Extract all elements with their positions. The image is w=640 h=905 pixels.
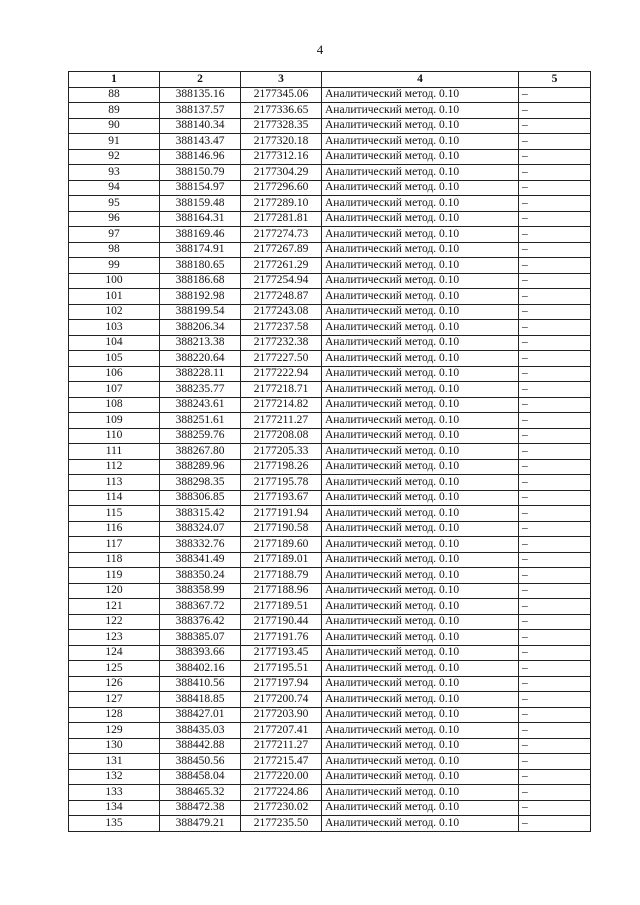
note-cell: – — [519, 800, 591, 816]
point-number-cell: 124 — [69, 645, 160, 661]
note-cell: – — [519, 676, 591, 692]
point-number-cell: 91 — [69, 134, 160, 150]
table-row — [69, 769, 591, 785]
x-coordinate-cell: 388159.48 — [160, 196, 241, 212]
x-coordinate-cell: 388143.47 — [160, 134, 241, 150]
point-number-cell: 109 — [69, 413, 160, 429]
x-coordinate-cell: 388402.16 — [160, 661, 241, 677]
method-cell: Аналитический метод. 0.10 — [322, 242, 519, 258]
point-number-cell: 108 — [69, 397, 160, 413]
point-number-cell: 126 — [69, 676, 160, 692]
method-cell: Аналитический метод. 0.10 — [322, 816, 519, 832]
point-number-cell: 97 — [69, 227, 160, 243]
point-number-cell: 130 — [69, 738, 160, 754]
point-number-cell: 112 — [69, 459, 160, 475]
point-number-cell: 93 — [69, 165, 160, 181]
point-number-cell: 127 — [69, 692, 160, 708]
table-row — [69, 227, 591, 243]
point-number-cell: 105 — [69, 351, 160, 367]
method-cell: Аналитический метод. 0.10 — [322, 568, 519, 584]
table-row — [69, 397, 591, 413]
table-row — [69, 242, 591, 258]
y-coordinate-cell: 2177218.71 — [241, 382, 322, 398]
x-coordinate-cell: 388251.61 — [160, 413, 241, 429]
note-cell: – — [519, 785, 591, 801]
point-number-cell: 134 — [69, 800, 160, 816]
method-cell: Аналитический метод. 0.10 — [322, 537, 519, 553]
x-coordinate-cell: 388418.85 — [160, 692, 241, 708]
note-cell: – — [519, 134, 591, 150]
y-coordinate-cell: 2177235.50 — [241, 816, 322, 832]
note-cell: – — [519, 754, 591, 770]
table-row — [69, 304, 591, 320]
point-number-cell: 89 — [69, 103, 160, 119]
x-coordinate-cell: 388324.07 — [160, 521, 241, 537]
y-coordinate-cell: 2177203.90 — [241, 707, 322, 723]
point-number-cell: 132 — [69, 769, 160, 785]
table-row — [69, 506, 591, 522]
point-number-cell: 115 — [69, 506, 160, 522]
x-coordinate-cell: 388137.57 — [160, 103, 241, 119]
method-cell: Аналитический метод. 0.10 — [322, 413, 519, 429]
note-cell: – — [519, 103, 591, 119]
y-coordinate-cell: 2177232.38 — [241, 335, 322, 351]
y-coordinate-cell: 2177205.33 — [241, 444, 322, 460]
point-number-cell: 106 — [69, 366, 160, 382]
method-cell: Аналитический метод. 0.10 — [322, 676, 519, 692]
y-coordinate-cell: 2177198.26 — [241, 459, 322, 475]
table-row — [69, 196, 591, 212]
note-cell: – — [519, 413, 591, 429]
method-cell: Аналитический метод. 0.10 — [322, 211, 519, 227]
table-row — [69, 366, 591, 382]
x-coordinate-cell: 388442.88 — [160, 738, 241, 754]
note-cell: – — [519, 180, 591, 196]
point-number-cell: 110 — [69, 428, 160, 444]
note-cell: – — [519, 552, 591, 568]
y-coordinate-cell: 2177197.94 — [241, 676, 322, 692]
note-cell: – — [519, 335, 591, 351]
note-cell: – — [519, 242, 591, 258]
method-cell: Аналитический метод. 0.10 — [322, 738, 519, 754]
x-coordinate-cell: 388228.11 — [160, 366, 241, 382]
x-coordinate-cell: 388180.65 — [160, 258, 241, 274]
y-coordinate-cell: 2177261.29 — [241, 258, 322, 274]
table-row — [69, 87, 591, 103]
y-coordinate-cell: 2177281.81 — [241, 211, 322, 227]
note-cell: – — [519, 568, 591, 584]
table-row — [69, 568, 591, 584]
note-cell: – — [519, 258, 591, 274]
table-row — [69, 754, 591, 770]
method-cell: Аналитический метод. 0.10 — [322, 196, 519, 212]
x-coordinate-cell: 388427.01 — [160, 707, 241, 723]
note-cell: – — [519, 459, 591, 475]
x-coordinate-cell: 388385.07 — [160, 630, 241, 646]
table-row — [69, 444, 591, 460]
method-cell: Аналитический метод. 0.10 — [322, 552, 519, 568]
table-row — [69, 118, 591, 134]
point-number-cell: 111 — [69, 444, 160, 460]
note-cell: – — [519, 87, 591, 103]
table-row — [69, 180, 591, 196]
method-cell: Аналитический метод. 0.10 — [322, 289, 519, 305]
note-cell: – — [519, 630, 591, 646]
table-row — [69, 134, 591, 150]
table-row — [69, 103, 591, 119]
method-cell: Аналитический метод. 0.10 — [322, 258, 519, 274]
table-header-row — [69, 72, 591, 88]
x-coordinate-cell: 388186.68 — [160, 273, 241, 289]
note-cell: – — [519, 382, 591, 398]
y-coordinate-cell: 2177274.73 — [241, 227, 322, 243]
note-cell: – — [519, 304, 591, 320]
point-number-cell: 88 — [69, 87, 160, 103]
table-row — [69, 692, 591, 708]
method-cell: Аналитический метод. 0.10 — [322, 444, 519, 460]
note-cell: – — [519, 599, 591, 615]
table-row — [69, 537, 591, 553]
table-row — [69, 599, 591, 615]
point-number-cell: 103 — [69, 320, 160, 336]
method-cell: Аналитический метод. 0.10 — [322, 506, 519, 522]
method-cell: Аналитический метод. 0.10 — [322, 227, 519, 243]
x-coordinate-cell: 388332.76 — [160, 537, 241, 553]
point-number-cell: 123 — [69, 630, 160, 646]
table-row — [69, 490, 591, 506]
x-coordinate-cell: 388164.31 — [160, 211, 241, 227]
x-coordinate-cell: 388298.35 — [160, 475, 241, 491]
y-coordinate-cell: 2177188.79 — [241, 568, 322, 584]
note-cell: – — [519, 227, 591, 243]
y-coordinate-cell: 2177208.08 — [241, 428, 322, 444]
x-coordinate-cell: 388450.56 — [160, 754, 241, 770]
table-row — [69, 335, 591, 351]
point-number-cell: 120 — [69, 583, 160, 599]
table-row — [69, 149, 591, 165]
x-coordinate-cell: 388367.72 — [160, 599, 241, 615]
y-coordinate-cell: 2177220.00 — [241, 769, 322, 785]
column-header-1: 1 — [69, 72, 160, 88]
point-number-cell: 92 — [69, 149, 160, 165]
x-coordinate-cell: 388199.54 — [160, 304, 241, 320]
method-cell: Аналитический метод. 0.10 — [322, 273, 519, 289]
method-cell: Аналитический метод. 0.10 — [322, 149, 519, 165]
y-coordinate-cell: 2177214.82 — [241, 397, 322, 413]
y-coordinate-cell: 2177248.87 — [241, 289, 322, 305]
column-header-2: 2 — [160, 72, 241, 88]
x-coordinate-cell: 388289.96 — [160, 459, 241, 475]
y-coordinate-cell: 2177230.02 — [241, 800, 322, 816]
method-cell: Аналитический метод. 0.10 — [322, 521, 519, 537]
table-row — [69, 382, 591, 398]
point-number-cell: 119 — [69, 568, 160, 584]
method-cell: Аналитический метод. 0.10 — [322, 366, 519, 382]
coordinates-table — [68, 71, 591, 832]
y-coordinate-cell: 2177188.96 — [241, 583, 322, 599]
point-number-cell: 116 — [69, 521, 160, 537]
x-coordinate-cell: 388465.32 — [160, 785, 241, 801]
y-coordinate-cell: 2177190.58 — [241, 521, 322, 537]
x-coordinate-cell: 388350.24 — [160, 568, 241, 584]
x-coordinate-cell: 388458.04 — [160, 769, 241, 785]
method-cell: Аналитический метод. 0.10 — [322, 103, 519, 119]
note-cell: – — [519, 397, 591, 413]
column-header-5: 5 — [519, 72, 591, 88]
table-row — [69, 645, 591, 661]
y-coordinate-cell: 2177215.47 — [241, 754, 322, 770]
y-coordinate-cell: 2177189.01 — [241, 552, 322, 568]
y-coordinate-cell: 2177243.08 — [241, 304, 322, 320]
method-cell: Аналитический метод. 0.10 — [322, 459, 519, 475]
x-coordinate-cell: 388235.77 — [160, 382, 241, 398]
x-coordinate-cell: 388393.66 — [160, 645, 241, 661]
note-cell: – — [519, 738, 591, 754]
note-cell: – — [519, 692, 591, 708]
note-cell: – — [519, 521, 591, 537]
table-row — [69, 258, 591, 274]
table-row — [69, 816, 591, 832]
y-coordinate-cell: 2177320.18 — [241, 134, 322, 150]
method-cell: Аналитический метод. 0.10 — [322, 800, 519, 816]
x-coordinate-cell: 388259.76 — [160, 428, 241, 444]
table-row — [69, 165, 591, 181]
note-cell: – — [519, 273, 591, 289]
x-coordinate-cell: 388220.64 — [160, 351, 241, 367]
method-cell: Аналитический метод. 0.10 — [322, 769, 519, 785]
point-number-cell: 113 — [69, 475, 160, 491]
table-row — [69, 630, 591, 646]
table-body — [69, 87, 591, 831]
y-coordinate-cell: 2177328.35 — [241, 118, 322, 134]
method-cell: Аналитический метод. 0.10 — [322, 490, 519, 506]
y-coordinate-cell: 2177222.94 — [241, 366, 322, 382]
note-cell: – — [519, 661, 591, 677]
method-cell: Аналитический метод. 0.10 — [322, 165, 519, 181]
table-row — [69, 614, 591, 630]
note-cell: – — [519, 149, 591, 165]
x-coordinate-cell: 388135.16 — [160, 87, 241, 103]
table-row — [69, 676, 591, 692]
y-coordinate-cell: 2177193.67 — [241, 490, 322, 506]
table-row — [69, 583, 591, 599]
method-cell: Аналитический метод. 0.10 — [322, 320, 519, 336]
x-coordinate-cell: 388410.56 — [160, 676, 241, 692]
method-cell: Аналитический метод. 0.10 — [322, 304, 519, 320]
note-cell: – — [519, 444, 591, 460]
y-coordinate-cell: 2177195.51 — [241, 661, 322, 677]
y-coordinate-cell: 2177312.16 — [241, 149, 322, 165]
x-coordinate-cell: 388154.97 — [160, 180, 241, 196]
note-cell: – — [519, 614, 591, 630]
y-coordinate-cell: 2177189.60 — [241, 537, 322, 553]
point-number-cell: 101 — [69, 289, 160, 305]
note-cell: – — [519, 351, 591, 367]
y-coordinate-cell: 2177224.86 — [241, 785, 322, 801]
point-number-cell: 96 — [69, 211, 160, 227]
y-coordinate-cell: 2177296.60 — [241, 180, 322, 196]
method-cell: Аналитический метод. 0.10 — [322, 645, 519, 661]
point-number-cell: 129 — [69, 723, 160, 739]
point-number-cell: 104 — [69, 335, 160, 351]
y-coordinate-cell: 2177200.74 — [241, 692, 322, 708]
point-number-cell: 118 — [69, 552, 160, 568]
point-number-cell: 98 — [69, 242, 160, 258]
y-coordinate-cell: 2177211.27 — [241, 413, 322, 429]
method-cell: Аналитический метод. 0.10 — [322, 475, 519, 491]
x-coordinate-cell: 388213.38 — [160, 335, 241, 351]
point-number-cell: 121 — [69, 599, 160, 615]
y-coordinate-cell: 2177189.51 — [241, 599, 322, 615]
note-cell: – — [519, 506, 591, 522]
y-coordinate-cell: 2177304.29 — [241, 165, 322, 181]
method-cell: Аналитический метод. 0.10 — [322, 428, 519, 444]
note-cell: – — [519, 645, 591, 661]
table-row — [69, 289, 591, 305]
point-number-cell: 102 — [69, 304, 160, 320]
x-coordinate-cell: 388140.34 — [160, 118, 241, 134]
note-cell: – — [519, 816, 591, 832]
x-coordinate-cell: 388376.42 — [160, 614, 241, 630]
method-cell: Аналитический метод. 0.10 — [322, 335, 519, 351]
point-number-cell: 131 — [69, 754, 160, 770]
point-number-cell: 99 — [69, 258, 160, 274]
x-coordinate-cell: 388174.91 — [160, 242, 241, 258]
point-number-cell: 122 — [69, 614, 160, 630]
note-cell: – — [519, 490, 591, 506]
y-coordinate-cell: 2177336.65 — [241, 103, 322, 119]
point-number-cell: 107 — [69, 382, 160, 398]
x-coordinate-cell: 388358.99 — [160, 583, 241, 599]
point-number-cell: 135 — [69, 816, 160, 832]
method-cell: Аналитический метод. 0.10 — [322, 180, 519, 196]
method-cell: Аналитический метод. 0.10 — [322, 583, 519, 599]
point-number-cell: 100 — [69, 273, 160, 289]
note-cell: – — [519, 475, 591, 491]
note-cell: – — [519, 320, 591, 336]
method-cell: Аналитический метод. 0.10 — [322, 87, 519, 103]
y-coordinate-cell: 2177267.89 — [241, 242, 322, 258]
note-cell: – — [519, 118, 591, 134]
y-coordinate-cell: 2177195.78 — [241, 475, 322, 491]
method-cell: Аналитический метод. 0.10 — [322, 599, 519, 615]
note-cell: – — [519, 428, 591, 444]
y-coordinate-cell: 2177207.41 — [241, 723, 322, 739]
table-row — [69, 211, 591, 227]
y-coordinate-cell: 2177345.06 — [241, 87, 322, 103]
point-number-cell: 94 — [69, 180, 160, 196]
point-number-cell: 90 — [69, 118, 160, 134]
x-coordinate-cell: 388243.61 — [160, 397, 241, 413]
y-coordinate-cell: 2177227.50 — [241, 351, 322, 367]
point-number-cell: 133 — [69, 785, 160, 801]
column-header-4: 4 — [322, 72, 519, 88]
table-row — [69, 459, 591, 475]
x-coordinate-cell: 388479.21 — [160, 816, 241, 832]
point-number-cell: 117 — [69, 537, 160, 553]
table-row — [69, 800, 591, 816]
point-number-cell: 95 — [69, 196, 160, 212]
method-cell: Аналитический метод. 0.10 — [322, 397, 519, 413]
note-cell: – — [519, 723, 591, 739]
y-coordinate-cell: 2177191.76 — [241, 630, 322, 646]
y-coordinate-cell: 2177254.94 — [241, 273, 322, 289]
method-cell: Аналитический метод. 0.10 — [322, 118, 519, 134]
x-coordinate-cell: 388150.79 — [160, 165, 241, 181]
note-cell: – — [519, 537, 591, 553]
point-number-cell: 114 — [69, 490, 160, 506]
method-cell: Аналитический метод. 0.10 — [322, 614, 519, 630]
y-coordinate-cell: 2177211.27 — [241, 738, 322, 754]
method-cell: Аналитический метод. 0.10 — [322, 661, 519, 677]
table-row — [69, 738, 591, 754]
note-cell: – — [519, 196, 591, 212]
x-coordinate-cell: 388435.03 — [160, 723, 241, 739]
x-coordinate-cell: 388472.38 — [160, 800, 241, 816]
table-row — [69, 552, 591, 568]
x-coordinate-cell: 388267.80 — [160, 444, 241, 460]
table-row — [69, 428, 591, 444]
x-coordinate-cell: 388146.96 — [160, 149, 241, 165]
x-coordinate-cell: 388206.34 — [160, 320, 241, 336]
method-cell: Аналитический метод. 0.10 — [322, 723, 519, 739]
table-row — [69, 273, 591, 289]
y-coordinate-cell: 2177190.44 — [241, 614, 322, 630]
method-cell: Аналитический метод. 0.10 — [322, 692, 519, 708]
method-cell: Аналитический метод. 0.10 — [322, 754, 519, 770]
y-coordinate-cell: 2177237.58 — [241, 320, 322, 336]
x-coordinate-cell: 388169.46 — [160, 227, 241, 243]
y-coordinate-cell: 2177289.10 — [241, 196, 322, 212]
table-row — [69, 320, 591, 336]
method-cell: Аналитический метод. 0.10 — [322, 630, 519, 646]
x-coordinate-cell: 388306.85 — [160, 490, 241, 506]
note-cell: – — [519, 707, 591, 723]
table-row — [69, 351, 591, 367]
table-row — [69, 661, 591, 677]
note-cell: – — [519, 366, 591, 382]
table-row — [69, 707, 591, 723]
table-row — [69, 475, 591, 491]
note-cell: – — [519, 211, 591, 227]
point-number-cell: 125 — [69, 661, 160, 677]
x-coordinate-cell: 388315.42 — [160, 506, 241, 522]
table-row — [69, 413, 591, 429]
point-number-cell: 128 — [69, 707, 160, 723]
x-coordinate-cell: 388192.98 — [160, 289, 241, 305]
note-cell: – — [519, 289, 591, 305]
method-cell: Аналитический метод. 0.10 — [322, 134, 519, 150]
note-cell: – — [519, 165, 591, 181]
page-number: 4 — [316, 42, 324, 57]
column-header-3: 3 — [241, 72, 322, 88]
table-row — [69, 785, 591, 801]
method-cell: Аналитический метод. 0.10 — [322, 707, 519, 723]
table-row — [69, 521, 591, 537]
method-cell: Аналитический метод. 0.10 — [322, 785, 519, 801]
note-cell: – — [519, 769, 591, 785]
table-row — [69, 723, 591, 739]
x-coordinate-cell: 388341.49 — [160, 552, 241, 568]
method-cell: Аналитический метод. 0.10 — [322, 351, 519, 367]
y-coordinate-cell: 2177193.45 — [241, 645, 322, 661]
y-coordinate-cell: 2177191.94 — [241, 506, 322, 522]
note-cell: – — [519, 583, 591, 599]
method-cell: Аналитический метод. 0.10 — [322, 382, 519, 398]
